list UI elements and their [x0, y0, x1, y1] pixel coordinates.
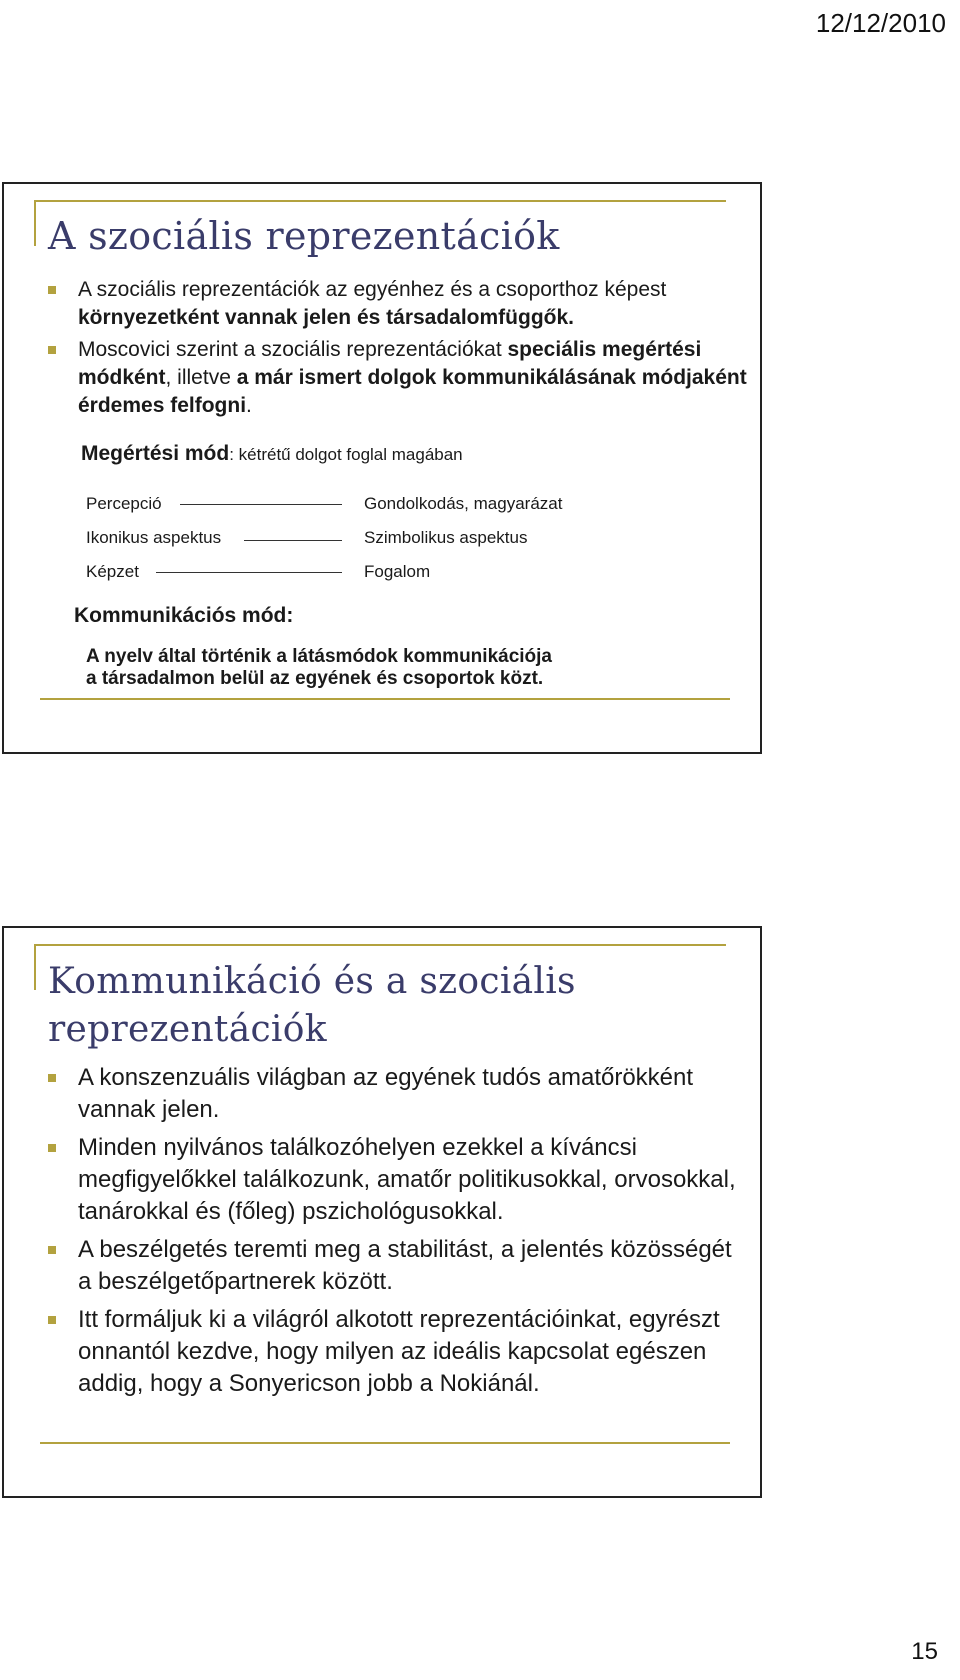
bullet-text: , illetve [165, 366, 237, 389]
diagram-connector [180, 504, 342, 505]
slide-title [48, 958, 576, 1054]
kommunikacios-line: A nyelv által történik a látásmódok kommunikációja [86, 646, 553, 667]
bullet-square-icon [48, 1074, 56, 1082]
bullet-square-icon [48, 1246, 56, 1254]
bullet-text: A beszélgetés teremti meg a stabilitást, a jelentés közösségét a beszélgetőpartnerek között. [78, 1236, 732, 1295]
bullet-item [48, 1234, 748, 1298]
title-rule-top [34, 200, 726, 202]
megertesi-mod-heading [81, 442, 463, 466]
bullet-item [48, 1062, 748, 1126]
title-rule-left [34, 200, 36, 246]
bullet-square-icon [48, 346, 56, 354]
bullet-list [48, 1062, 748, 1406]
kommunikacios-mod-text [86, 646, 552, 690]
header-date: 12/12/2010 [815, 8, 946, 38]
bullet-item [48, 336, 748, 420]
bullet-item [48, 1304, 748, 1400]
bullet-text: Moscovici szerint a szociális reprezentációkat [78, 338, 508, 361]
bullet-square-icon [48, 286, 56, 294]
footer-rule [40, 1442, 730, 1444]
bullet-text: A konszenzuális világban az egyének tudós amatőrökként vannak jelen. [78, 1064, 694, 1123]
bullet-bold-text: környezetként vannak jelen és társadalomfüggők. [78, 306, 575, 329]
kommunikacios-line: a társadalmon belül az egyének és csoportok közt. [86, 668, 544, 689]
slide-social-representations [2, 182, 762, 754]
megertesi-mod-label: Megértési mód [81, 442, 230, 465]
diagram-connector [244, 540, 342, 541]
footer-rule [40, 698, 730, 700]
slide-title-line: reprezentációk [48, 1009, 327, 1050]
diagram-left-item: Percepció [86, 494, 162, 513]
megertesi-mod-desc: : kétrétű dolgot foglal magában [229, 445, 463, 464]
bullet-square-icon [48, 1144, 56, 1152]
page-number: 15 [911, 1638, 938, 1665]
bullet-square-icon [48, 1316, 56, 1324]
diagram-connector [156, 572, 342, 573]
title-rule-left [34, 944, 36, 990]
slide-communication [2, 926, 762, 1498]
bullet-bold-text: a már ismert dolgok kommunikálásának módjaként érdemes felfogni [78, 366, 747, 417]
diagram-left-item: Képzet [86, 562, 139, 581]
bullet-text: A szociális reprezentációk az egyénhez és a csoporthoz képest [78, 278, 667, 301]
bullet-item [48, 1132, 748, 1228]
slide-title-line: Kommunikáció és a szociális [48, 961, 576, 1002]
bullet-text: . [246, 394, 252, 417]
bullet-list [48, 276, 748, 424]
diagram-right-item: Gondolkodás, magyarázat [364, 494, 563, 513]
slide-title: A szociális reprezentációk [48, 214, 560, 258]
bullet-text: Itt formáljuk ki a világról alkotott reprezentációinkat, egyrészt onnantól kezdve, hogy milyen az ideális kapcsolat egészen addig, hogy a Sonyericson jobb a Nokiánál. [78, 1306, 720, 1397]
bullet-item [48, 276, 748, 332]
diagram-right-item: Fogalom [364, 562, 431, 581]
kommunikacios-mod-label: Kommunikációs mód: [74, 604, 294, 627]
diagram-left-item: Ikonikus aspektus [86, 528, 222, 547]
bullet-text: Minden nyilvános találkozóhelyen ezekkel a kíváncsi megfigyelőkkel találkozunk, amatőr politikusokkal, orvosokkal, tanárokkal és (főleg) pszichológusokkal. [78, 1134, 736, 1225]
title-rule-top [34, 944, 726, 946]
diagram-right-item: Szimbolikus aspektus [364, 528, 528, 547]
bullet-bold-text: speciális megértési módként [78, 338, 702, 389]
